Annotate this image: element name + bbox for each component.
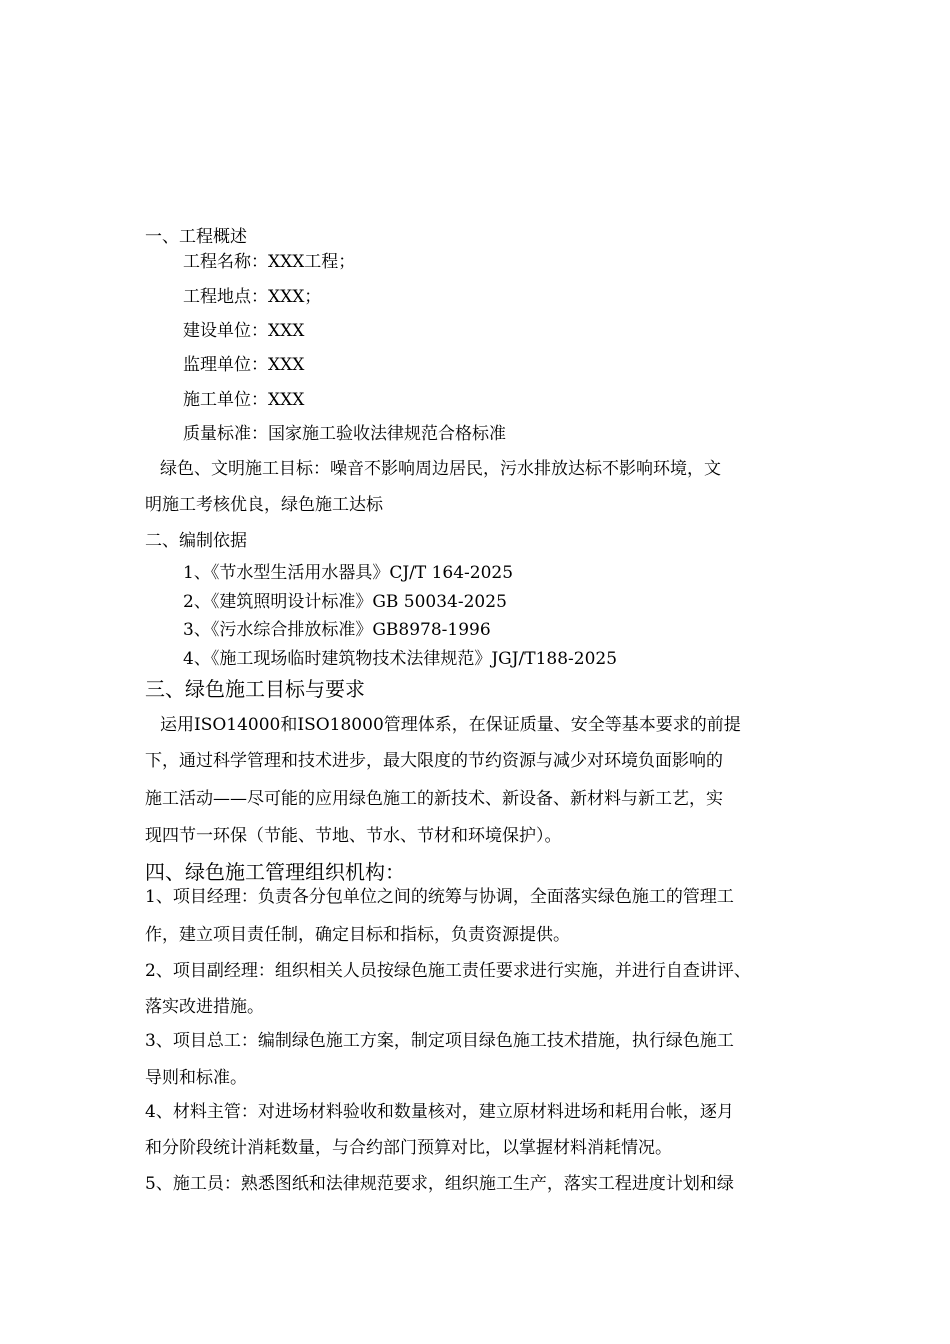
section3-line-2: 下，通过科学管理和技术进步，最大限度的节约资源与减少对环境负面影响的 [145, 751, 723, 771]
section3-line-1: 运用ISO14000和ISO18000管理体系，在保证质量、安全等基本要求的前提 [160, 715, 741, 735]
reference-item: 4、《施工现场临时建筑物技术法律规范》JGJ/T188-2025 [183, 649, 618, 669]
project-name: 工程名称：XXX工程； [183, 252, 356, 272]
project-location: 工程地点：XXX； [183, 287, 322, 307]
section4-line-9: 5、施工员：熟悉图纸和法律规范要求，组织施工生产，落实工程进度计划和绿 [145, 1174, 734, 1194]
section4-line-1: 1、项目经理：负责各分包单位之间的统筹与协调，全面落实绿色施工的管理工 [145, 887, 734, 907]
section4-line-2: 作，建立项目责任制，确定目标和指标，负责资源提供。 [145, 925, 570, 945]
section4-line-5: 3、项目总工：编制绿色施工方案，制定项目绿色施工技术措施，执行绿色施工 [145, 1031, 734, 1051]
section4-line-4: 落实改进措施。 [145, 997, 264, 1017]
section3-heading: 三、绿色施工目标与要求 [145, 677, 365, 701]
reference-item: 2、《建筑照明设计标准》GB 50034-2025 [183, 592, 507, 612]
section4-line-6: 导则和标准。 [145, 1068, 247, 1088]
section3-line-3: 施工活动——尽可能的应用绿色施工的新技术、新设备、新材料与新工艺，实 [145, 789, 723, 809]
section4-line-7: 4、材料主管：对进场材料验收和数量核对，建立原材料进场和耗用台帐，逐月 [145, 1102, 734, 1122]
green-target-line-1: 绿色、文明施工目标：噪音不影响周边居民，污水排放达标不影响环境，文 [160, 459, 721, 479]
supervisor-unit: 监理单位：XXX [183, 355, 305, 375]
section3-line-4: 现四节一环保（节能、节地、节水、节材和环境保护）。 [145, 826, 562, 846]
quality-standard: 质量标准：国家施工验收法律规范合格标准 [183, 424, 506, 444]
owner-unit: 建设单位：XXX [183, 321, 305, 341]
reference-item: 3、《污水综合排放标准》GB8978-1996 [183, 620, 491, 640]
contractor-unit: 施工单位：XXX [183, 390, 305, 410]
section4-line-3: 2、项目副经理：组织相关人员按绿色施工责任要求进行实施，并进行自查讲评、 [145, 961, 751, 981]
section1-heading: 一、工程概述 [145, 227, 247, 247]
green-target-line-2: 明施工考核优良，绿色施工达标 [145, 495, 383, 515]
section4-line-8: 和分阶段统计消耗数量，与合约部门预算对比，以掌握材料消耗情况。 [145, 1138, 672, 1158]
reference-item: 1、《节水型生活用水器具》CJ/T 164-2025 [183, 563, 514, 583]
section4-heading: 四、绿色施工管理组织机构： [145, 860, 405, 884]
section2-heading: 二、编制依据 [145, 531, 247, 551]
